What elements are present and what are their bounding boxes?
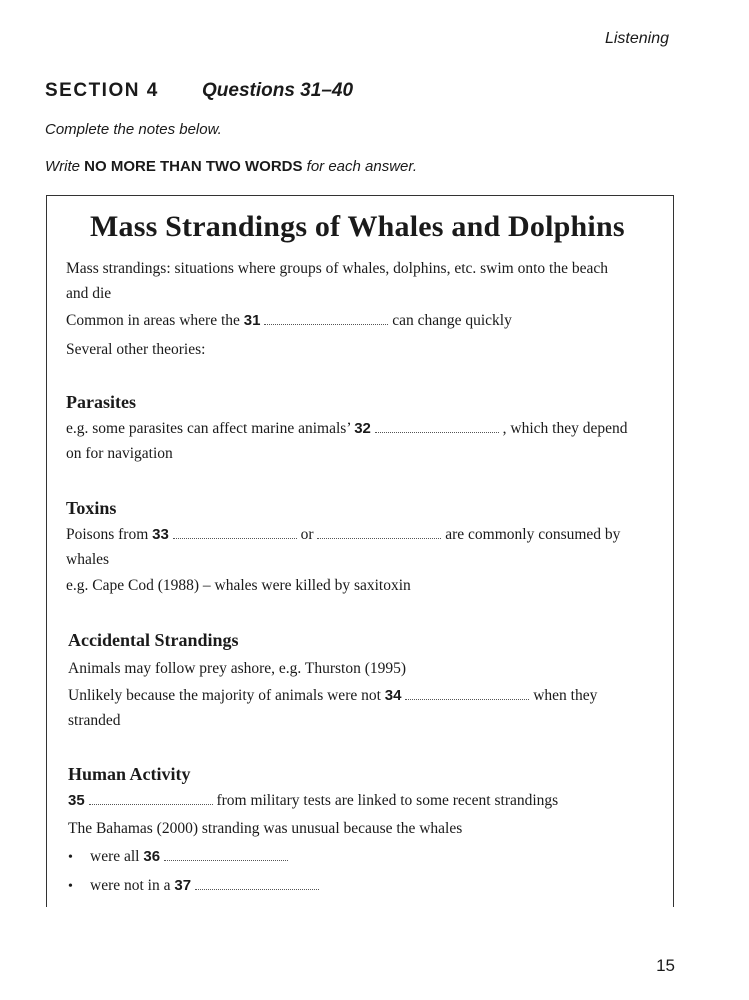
question-number-32: 32 (354, 420, 371, 437)
answer-blank-36[interactable] (164, 850, 288, 861)
bullet-marker: • (68, 850, 73, 865)
parasites-line-q32: e.g. some parasites can affect marine animals’ 32 , which they depend (66, 420, 628, 437)
question-number-35: 35 (68, 792, 85, 809)
instruction-word-limit: Write NO MORE THAN TWO WORDS for each answer. (45, 158, 417, 175)
parasites-line: on for navigation (66, 445, 173, 462)
question-number-31: 31 (243, 312, 261, 329)
heading-parasites: Parasites (66, 392, 136, 412)
answer-blank-32[interactable] (375, 422, 499, 433)
toxins-line-q33: Poisons from 33 or are commonly consumed by (66, 526, 621, 543)
heading-accidental-strandings: Accidental Strandings (68, 630, 239, 650)
answer-blank-35[interactable] (89, 794, 213, 805)
question-number-34: 34 (384, 687, 402, 704)
answer-blank-33b[interactable] (317, 528, 441, 539)
question-number-36: 36 (143, 848, 161, 865)
human-line-q35: 35 from military tests are linked to some recent strandings (68, 792, 559, 809)
instruction-complete-notes: Complete the notes below. (45, 121, 222, 138)
accidental-line-q34: Unlikely because the majority of animals were not 34 when they (68, 687, 598, 704)
questions-range: Questions 31–40 (202, 80, 354, 101)
toxins-line: e.g. Cape Cod (1988) – whales were killed by saxitoxin (66, 577, 411, 594)
human-bullet-q37: were not in a 37 (90, 877, 319, 895)
intro-line: Several other theories: (66, 341, 206, 358)
heading-toxins: Toxins (66, 498, 117, 518)
intro-line-q31: Common in areas where the 31 can change quickly (66, 312, 512, 329)
question-number-37: 37 (174, 877, 192, 894)
answer-blank-31[interactable] (264, 314, 388, 325)
header-label: Listening (604, 30, 669, 47)
intro-line: Mass strandings: situations where groups of whales, dolphins, etc. swim onto the beach (66, 260, 608, 277)
page-number: 15 (656, 956, 675, 975)
word-limit-emphasis: NO MORE THAN TWO WORDS (84, 158, 303, 175)
accidental-line: stranded (68, 712, 121, 729)
question-number-33: 33 (152, 526, 169, 543)
section-heading: SECTION 4 (45, 80, 159, 101)
answer-blank-33a[interactable] (173, 528, 297, 539)
notes-title: Mass Strandings of Whales and Dolphins (90, 210, 625, 243)
answer-blank-34[interactable] (405, 689, 529, 700)
toxins-line: whales (66, 551, 110, 568)
human-line: The Bahamas (2000) stranding was unusual because the whales (68, 820, 463, 837)
heading-human-activity: Human Activity (68, 764, 191, 784)
accidental-line: Animals may follow prey ashore, e.g. Thurston (1995) (68, 660, 407, 677)
answer-blank-37[interactable] (195, 879, 319, 890)
bullet-marker: • (68, 879, 73, 894)
intro-line: and die (66, 285, 112, 302)
human-bullet-q36: were all 36 (90, 848, 288, 866)
